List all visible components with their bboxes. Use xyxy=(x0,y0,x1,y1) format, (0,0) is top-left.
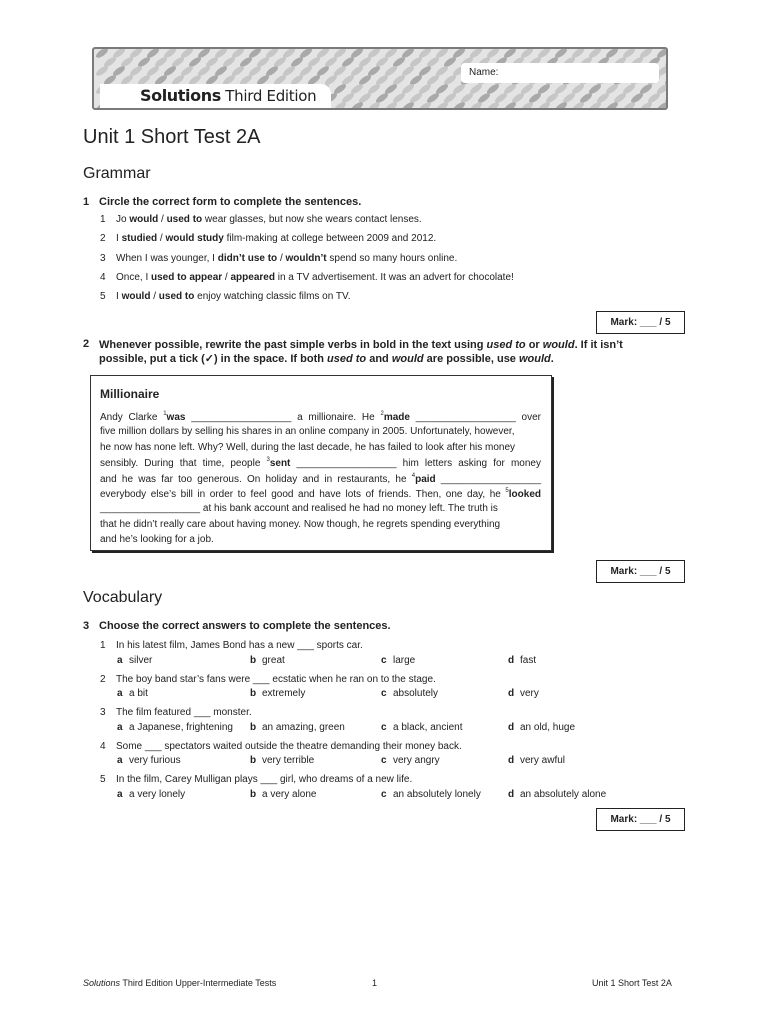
text-run: I xyxy=(116,291,122,303)
text-run: everybody else’s bill in order to feel good and have lots of friends. Then, one day, he xyxy=(100,489,506,500)
text-line xyxy=(100,411,541,425)
text-run: are possible, use xyxy=(423,353,519,365)
option-text: fast xyxy=(520,654,537,666)
option-text: very angry xyxy=(393,755,440,767)
footer-book: Third Edition Upper-Intermediate Tests xyxy=(120,978,277,988)
text-run: possible, put a tick (✓) in the space. If both xyxy=(99,353,328,365)
page-number: 1 xyxy=(372,978,378,988)
q3-item xyxy=(100,774,412,785)
option-letter: d xyxy=(508,788,515,800)
option-letter: c xyxy=(381,755,387,767)
option-text: absolutely xyxy=(393,688,439,700)
answer-option-b[interactable] xyxy=(250,755,314,766)
text-run: spend so many hours online. xyxy=(326,252,458,264)
q2-instruction xyxy=(99,338,689,366)
option-text: large xyxy=(393,654,416,666)
item-number: 5 xyxy=(100,291,106,303)
footer-right: Unit 1 Short Test 2A xyxy=(592,978,672,988)
option-letter: b xyxy=(250,688,257,700)
q2-instruction-line2 xyxy=(99,352,689,366)
bold-text: was xyxy=(166,412,186,423)
text-run: film-making at college between 2009 and 2012. xyxy=(223,233,437,245)
option-text: a black, ancient xyxy=(393,721,463,733)
item-number: 1 xyxy=(100,214,106,225)
text-run: / xyxy=(150,291,159,303)
option-text: a very alone xyxy=(262,788,317,800)
answer-option-d[interactable] xyxy=(508,688,539,699)
text-line xyxy=(100,442,541,456)
bold-text: would study xyxy=(165,233,224,245)
italic-text: used to xyxy=(486,339,526,351)
option-letter: c xyxy=(381,654,387,666)
text-run: / xyxy=(157,233,166,245)
name-field[interactable] xyxy=(461,63,659,83)
answer-option-c[interactable] xyxy=(381,722,463,733)
option-text: a bit xyxy=(129,688,148,700)
answer-option-c[interactable] xyxy=(381,688,438,699)
answer-option-a[interactable] xyxy=(117,755,181,766)
text-line xyxy=(100,503,541,517)
brand-edition: Third Edition xyxy=(225,87,317,105)
gap-number: 4 xyxy=(411,472,416,479)
option-letter: d xyxy=(508,755,515,767)
q1-item xyxy=(100,214,422,225)
bold-text: studied xyxy=(121,233,158,245)
answer-option-d[interactable] xyxy=(508,789,606,800)
item-number: 4 xyxy=(100,271,106,283)
gap-number: 3 xyxy=(266,457,270,464)
option-text: an absolutely lonely xyxy=(393,788,481,800)
option-text: a Japanese, frightening xyxy=(129,721,233,733)
option-letter: d xyxy=(508,654,515,666)
text-line xyxy=(100,473,541,487)
answer-option-a[interactable] xyxy=(117,688,148,699)
bold-text: sent xyxy=(269,458,291,470)
q3-item xyxy=(100,741,462,752)
option-letter: a xyxy=(117,654,123,666)
q2-number: 2 xyxy=(83,338,90,350)
pattern-dot xyxy=(656,101,668,110)
q2-mark-box[interactable]: Mark: ___ / 5 xyxy=(596,560,685,583)
pattern-dot xyxy=(95,49,110,59)
bold-text: looked xyxy=(508,489,541,500)
gap-number: 1 xyxy=(163,411,167,417)
option-letter: a xyxy=(117,688,123,700)
text-run: When I was younger, I xyxy=(116,252,218,264)
text-run: __________________ him letters asking for money xyxy=(290,458,541,470)
bold-text: made xyxy=(383,412,410,423)
vocabulary-heading: Vocabulary xyxy=(83,589,163,606)
text-run: . If it isn’t xyxy=(574,339,623,351)
text-run: enjoy watching classic films on TV. xyxy=(194,291,351,303)
q3-instruction-text: Choose the correct answers to complete the sentences. xyxy=(99,620,391,632)
text-run: and xyxy=(366,353,392,365)
answer-option-a[interactable] xyxy=(117,722,233,733)
q1-item xyxy=(100,272,514,283)
footer-brand: Solutions xyxy=(83,978,121,988)
gap-number: 5 xyxy=(505,488,509,494)
option-letter: d xyxy=(508,688,515,700)
option-text: great xyxy=(262,654,285,666)
text-run: wear glasses, but now she wears contact lenses. xyxy=(202,214,422,225)
text-run: Whenever possible, rewrite the past simple verbs in bold in the text using xyxy=(99,339,487,351)
option-text: an amazing, green xyxy=(262,721,345,733)
millionaire-text-box xyxy=(90,375,552,551)
q3-instruction xyxy=(83,620,391,632)
text-run: in a TV advertisement. It was an advert for chocolate! xyxy=(274,271,514,283)
option-text: extremely xyxy=(262,688,306,700)
option-letter: c xyxy=(381,721,387,733)
bold-text: appeared xyxy=(230,271,275,283)
option-text: very awful xyxy=(520,755,566,767)
bold-text: used to appear xyxy=(151,271,223,283)
q1-item xyxy=(100,233,436,244)
text-line xyxy=(100,488,541,502)
text-run: or xyxy=(525,339,543,351)
bold-text: didn’t use to xyxy=(217,252,278,264)
answer-option-d[interactable] xyxy=(508,722,575,733)
answer-option-b[interactable] xyxy=(250,655,285,666)
text-run: __________________ xyxy=(435,473,542,485)
question-text: Some ___ spectators waited outside the theatre demanding their money back. xyxy=(116,740,462,752)
q1-instruction-text: Circle the correct form to complete the sentences. xyxy=(99,196,362,208)
q3-number: 3 xyxy=(83,620,90,632)
option-letter: a xyxy=(117,755,123,767)
text-run: Jo xyxy=(116,214,130,225)
name-label: Name: xyxy=(469,67,499,78)
italic-text: used to xyxy=(327,353,367,365)
option-letter: a xyxy=(117,788,123,800)
q1-item xyxy=(100,253,457,264)
q2-instruction-line1 xyxy=(99,338,689,352)
q1-mark-box[interactable]: Mark: ___ / 5 xyxy=(596,311,685,334)
answer-option-b[interactable] xyxy=(250,688,305,699)
text-run: / xyxy=(158,214,167,225)
text-run: that he didn’t really care about having money. Now though, he regrets spending everything xyxy=(100,518,501,530)
option-text: an absolutely alone xyxy=(520,788,607,800)
q3-item xyxy=(100,707,252,718)
option-letter: b xyxy=(250,755,257,767)
option-letter: c xyxy=(381,688,387,700)
option-text: very xyxy=(520,688,539,700)
header-banner xyxy=(92,47,668,110)
answer-option-c[interactable] xyxy=(381,655,415,666)
item-number: 3 xyxy=(100,707,106,719)
answer-option-c[interactable] xyxy=(381,789,481,800)
option-text: very furious xyxy=(129,755,181,767)
item-number: 3 xyxy=(100,252,106,264)
text-line xyxy=(100,457,541,471)
option-text: very terrible xyxy=(262,755,315,767)
bold-text: would xyxy=(121,291,151,303)
answer-option-b[interactable] xyxy=(250,789,316,800)
option-letter: b xyxy=(250,654,257,666)
footer-left xyxy=(83,978,276,988)
page-title: Unit 1 Short Test 2A xyxy=(83,126,261,148)
text-line-content xyxy=(100,457,541,469)
text-line xyxy=(100,519,541,533)
text-line-content xyxy=(100,411,541,423)
option-letter: c xyxy=(381,788,387,800)
text-run: __________________ at his bank account and realised he had no money left. The truth is xyxy=(100,503,498,515)
option-letter: b xyxy=(250,721,257,733)
text-line xyxy=(100,426,541,440)
brand-bold: Solutions xyxy=(140,86,221,105)
question-text: The film featured ___ monster. xyxy=(116,707,252,719)
text-line-content xyxy=(100,488,541,500)
text-run: he now has none left. Why? Well, during the last decade, he has failed to look after his money xyxy=(100,441,516,453)
question-text: The boy band star’s fans were ___ ecstatic when he ran on to the stage. xyxy=(116,673,436,685)
bold-text: would xyxy=(129,214,159,225)
answer-option-a[interactable] xyxy=(117,655,152,666)
bold-text: used to xyxy=(166,214,203,225)
italic-text: would xyxy=(518,353,551,365)
text-run: / xyxy=(277,252,286,264)
text-run: Once, I xyxy=(116,271,152,283)
text-run: Andy Clarke xyxy=(100,412,164,423)
text-run: __________________ a millionaire. He xyxy=(185,412,381,423)
option-text: an old, huge xyxy=(520,721,576,733)
q3-mark-box[interactable]: Mark: ___ / 5 xyxy=(596,808,685,831)
option-letter: d xyxy=(508,721,515,733)
item-number: 2 xyxy=(100,233,106,245)
option-letter: b xyxy=(250,788,257,800)
text-run: __________________ over xyxy=(409,412,542,423)
item-number: 2 xyxy=(100,673,106,685)
item-number: 5 xyxy=(100,774,106,786)
question-text: In the film, Carey Mulligan plays ___ girl, who dreams of a new life. xyxy=(116,774,413,786)
italic-text: would xyxy=(542,339,575,351)
answer-option-b[interactable] xyxy=(250,722,345,733)
answer-option-d[interactable] xyxy=(508,655,536,666)
option-letter: a xyxy=(117,721,123,733)
bold-text: used to xyxy=(158,291,195,303)
q1-number: 1 xyxy=(83,196,90,208)
option-text: silver xyxy=(129,654,153,666)
grammar-heading: Grammar xyxy=(83,165,151,182)
answer-option-d[interactable] xyxy=(508,755,565,766)
q3-item xyxy=(100,640,363,651)
bold-text: paid xyxy=(415,473,436,485)
q3-item xyxy=(100,674,436,685)
text-run: five million dollars by selling his shares in an online company in 2005. Unfortunately, however, xyxy=(100,426,515,438)
italic-text: would xyxy=(391,353,424,365)
text-run: and he was far too generous. On holiday and in restaurants, he xyxy=(100,473,412,485)
text-line xyxy=(100,534,541,548)
text-line-content xyxy=(100,473,541,485)
q1-item xyxy=(100,291,351,302)
text-run: I xyxy=(116,233,122,245)
answer-option-a[interactable] xyxy=(117,789,185,800)
item-number: 4 xyxy=(100,740,106,752)
item-number: 1 xyxy=(100,640,106,651)
brand-logo xyxy=(100,84,331,108)
text-box-title: Millionaire xyxy=(100,387,160,401)
gap-number: 2 xyxy=(380,411,384,417)
question-text: In his latest film, James Bond has a new ___ sports car. xyxy=(116,640,363,651)
option-text: a very lonely xyxy=(129,788,186,800)
text-run: / xyxy=(222,271,231,283)
q1-instruction xyxy=(83,196,361,208)
text-run: sensibly. During that time, people xyxy=(100,458,267,470)
answer-option-c[interactable] xyxy=(381,755,440,766)
text-run: and he’s looking for a job. xyxy=(100,534,214,546)
bold-text: wouldn’t xyxy=(285,252,327,264)
text-run: . xyxy=(550,353,554,365)
